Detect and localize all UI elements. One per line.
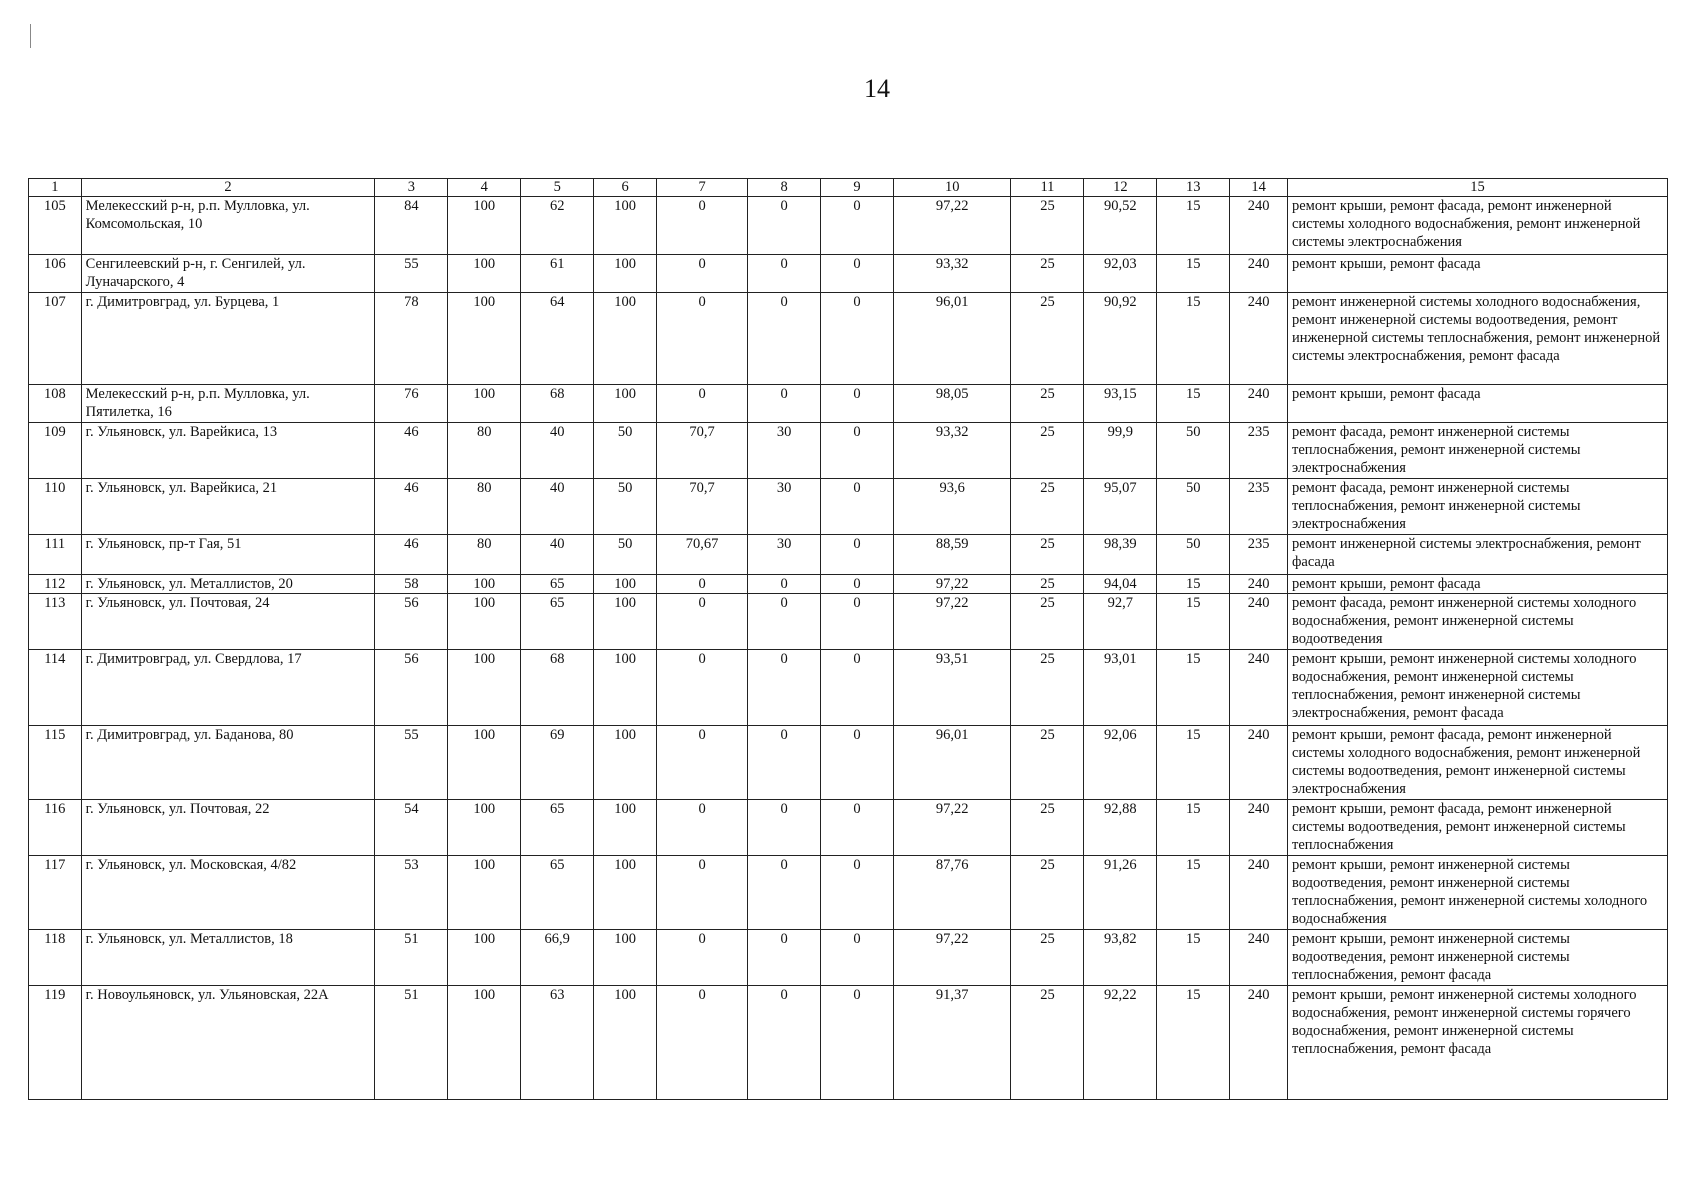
value-cell: 97,22 [893,800,1011,856]
row-number-cell: 113 [29,594,82,650]
address-cell: г. Ульяновск, ул. Металлистов, 20 [81,575,375,594]
value-cell: 0 [656,594,747,650]
value-cell: 240 [1230,800,1288,856]
header-row [29,179,1668,197]
value-cell: 76 [375,385,448,423]
value-cell: 25 [1011,255,1084,293]
value-cell: 40 [521,535,594,575]
value-cell: 100 [594,726,657,800]
address-cell: г. Ульяновск, ул. Московская, 4/82 [81,856,375,930]
column-header: 1 [29,179,82,197]
repair-works-cell: ремонт крыши, ремонт фасада [1287,575,1667,594]
repair-works-cell: ремонт крыши, ремонт фасада, ремонт инженерной системы холодного водоснабжения, ремонт инженерной системы электроснабжения [1287,197,1667,255]
value-cell: 25 [1011,726,1084,800]
value-cell: 92,22 [1084,986,1157,1100]
row-number-cell: 118 [29,930,82,986]
value-cell: 97,22 [893,197,1011,255]
value-cell: 15 [1157,255,1230,293]
value-cell: 15 [1157,385,1230,423]
value-cell: 88,59 [893,535,1011,575]
address-cell: г. Ульяновск, пр-т Гая, 51 [81,535,375,575]
value-cell: 0 [821,197,894,255]
value-cell: 240 [1230,255,1288,293]
value-cell: 0 [656,575,747,594]
column-header: 11 [1011,179,1084,197]
value-cell: 50 [1157,423,1230,479]
value-cell: 65 [521,594,594,650]
value-cell: 100 [594,594,657,650]
value-cell: 25 [1011,535,1084,575]
value-cell: 240 [1230,856,1288,930]
table-row [29,197,1668,255]
address-cell: Мелекесский р-н, р.п. Мулловка, ул. Комсомольская, 10 [81,197,375,255]
value-cell: 0 [656,650,747,726]
value-cell: 91,26 [1084,856,1157,930]
value-cell: 235 [1230,423,1288,479]
value-cell: 93,6 [893,479,1011,535]
value-cell: 55 [375,726,448,800]
value-cell: 240 [1230,986,1288,1100]
value-cell: 30 [748,535,821,575]
address-cell: г. Димитровград, ул. Баданова, 80 [81,726,375,800]
table-row [29,594,1668,650]
table-row [29,726,1668,800]
value-cell: 25 [1011,385,1084,423]
value-cell: 15 [1157,293,1230,385]
value-cell: 92,03 [1084,255,1157,293]
value-cell: 25 [1011,800,1084,856]
value-cell: 0 [656,293,747,385]
value-cell: 0 [748,650,821,726]
value-cell: 30 [748,479,821,535]
address-cell: г. Ульяновск, ул. Варейкиса, 21 [81,479,375,535]
value-cell: 235 [1230,535,1288,575]
value-cell: 100 [448,856,521,930]
repair-works-cell: ремонт фасада, ремонт инженерной системы теплоснабжения, ремонт инженерной системы электроснабжения [1287,479,1667,535]
column-header: 13 [1157,179,1230,197]
column-header: 9 [821,179,894,197]
value-cell: 96,01 [893,726,1011,800]
column-header: 3 [375,179,448,197]
value-cell: 46 [375,479,448,535]
value-cell: 84 [375,197,448,255]
value-cell: 100 [448,197,521,255]
value-cell: 100 [448,930,521,986]
value-cell: 90,52 [1084,197,1157,255]
value-cell: 50 [594,423,657,479]
value-cell: 240 [1230,385,1288,423]
table-row [29,535,1668,575]
value-cell: 100 [448,293,521,385]
value-cell: 100 [448,726,521,800]
value-cell: 100 [448,986,521,1100]
value-cell: 65 [521,575,594,594]
value-cell: 240 [1230,930,1288,986]
value-cell: 70,7 [656,479,747,535]
value-cell: 96,01 [893,293,1011,385]
value-cell: 0 [821,385,894,423]
value-cell: 56 [375,594,448,650]
repair-works-cell: ремонт крыши, ремонт инженерной системы водоотведения, ремонт инженерной системы теплоснабжения, ремонт инженерной системы холодного водоснабжения [1287,856,1667,930]
value-cell: 97,22 [893,594,1011,650]
value-cell: 97,22 [893,575,1011,594]
row-number-cell: 119 [29,986,82,1100]
value-cell: 0 [656,856,747,930]
value-cell: 100 [594,856,657,930]
value-cell: 15 [1157,197,1230,255]
value-cell: 100 [594,293,657,385]
value-cell: 99,9 [1084,423,1157,479]
value-cell: 0 [821,986,894,1100]
value-cell: 92,06 [1084,726,1157,800]
value-cell: 0 [821,856,894,930]
value-cell: 25 [1011,197,1084,255]
row-number-cell: 110 [29,479,82,535]
value-cell: 46 [375,535,448,575]
value-cell: 0 [656,930,747,986]
repair-works-cell: ремонт крыши, ремонт фасада, ремонт инженерной системы водоотведения, ремонт инженерной системы теплоснабжения [1287,800,1667,856]
value-cell: 0 [821,800,894,856]
value-cell: 80 [448,479,521,535]
value-cell: 62 [521,197,594,255]
row-number-cell: 109 [29,423,82,479]
value-cell: 93,32 [893,255,1011,293]
table-row [29,800,1668,856]
value-cell: 90,92 [1084,293,1157,385]
value-cell: 70,7 [656,423,747,479]
value-cell: 91,37 [893,986,1011,1100]
repair-works-cell: ремонт фасада, ремонт инженерной системы теплоснабжения, ремонт инженерной системы электроснабжения [1287,423,1667,479]
value-cell: 95,07 [1084,479,1157,535]
value-cell: 0 [748,575,821,594]
value-cell: 51 [375,986,448,1100]
table-row [29,930,1668,986]
value-cell: 0 [656,800,747,856]
scan-edge-mark [30,24,31,48]
value-cell: 40 [521,479,594,535]
value-cell: 0 [748,726,821,800]
column-header: 6 [594,179,657,197]
value-cell: 92,88 [1084,800,1157,856]
value-cell: 0 [656,255,747,293]
value-cell: 100 [448,575,521,594]
value-cell: 0 [748,594,821,650]
address-cell: г. Ульяновск, ул. Варейкиса, 13 [81,423,375,479]
column-header: 5 [521,179,594,197]
table-row [29,293,1668,385]
value-cell: 92,7 [1084,594,1157,650]
value-cell: 0 [821,423,894,479]
value-cell: 100 [594,930,657,986]
value-cell: 0 [821,575,894,594]
table-row [29,986,1668,1100]
value-cell: 0 [748,856,821,930]
value-cell: 66,9 [521,930,594,986]
value-cell: 240 [1230,594,1288,650]
value-cell: 61 [521,255,594,293]
column-header: 4 [448,179,521,197]
value-cell: 15 [1157,594,1230,650]
address-cell: г. Димитровград, ул. Свердлова, 17 [81,650,375,726]
row-number-cell: 105 [29,197,82,255]
value-cell: 0 [821,594,894,650]
value-cell: 100 [594,385,657,423]
column-header: 15 [1287,179,1667,197]
value-cell: 68 [521,650,594,726]
value-cell: 0 [656,197,747,255]
address-cell: Сенгилеевский р-н, г. Сенгилей, ул. Луначарского, 4 [81,255,375,293]
value-cell: 100 [594,255,657,293]
value-cell: 68 [521,385,594,423]
value-cell: 235 [1230,479,1288,535]
value-cell: 100 [448,385,521,423]
value-cell: 0 [748,986,821,1100]
column-header: 7 [656,179,747,197]
value-cell: 240 [1230,575,1288,594]
repair-works-cell: ремонт инженерной системы электроснабжения, ремонт фасада [1287,535,1667,575]
value-cell: 0 [821,479,894,535]
value-cell: 0 [821,930,894,986]
repair-works-cell: ремонт крыши, ремонт инженерной системы водоотведения, ремонт инженерной системы теплоснабжения, ремонт фасада [1287,930,1667,986]
value-cell: 100 [594,575,657,594]
address-cell: г. Димитровград, ул. Бурцева, 1 [81,293,375,385]
value-cell: 0 [821,535,894,575]
value-cell: 0 [748,930,821,986]
repair-works-cell: ремонт крыши, ремонт фасада, ремонт инженерной системы холодного водоснабжения, ремонт инженерной системы водоотведения, ремонт инженерной системы электроснабжения [1287,726,1667,800]
value-cell: 15 [1157,930,1230,986]
buildings-table [28,178,1668,1100]
value-cell: 25 [1011,650,1084,726]
value-cell: 93,15 [1084,385,1157,423]
value-cell: 94,04 [1084,575,1157,594]
value-cell: 15 [1157,986,1230,1100]
value-cell: 93,82 [1084,930,1157,986]
value-cell: 25 [1011,479,1084,535]
value-cell: 65 [521,856,594,930]
row-number-cell: 112 [29,575,82,594]
table-row [29,385,1668,423]
value-cell: 53 [375,856,448,930]
value-cell: 54 [375,800,448,856]
row-number-cell: 107 [29,293,82,385]
value-cell: 25 [1011,594,1084,650]
value-cell: 240 [1230,726,1288,800]
address-cell: г. Ульяновск, ул. Металлистов, 18 [81,930,375,986]
value-cell: 50 [1157,535,1230,575]
column-header: 12 [1084,179,1157,197]
value-cell: 58 [375,575,448,594]
value-cell: 93,01 [1084,650,1157,726]
value-cell: 80 [448,423,521,479]
repair-works-cell: ремонт крыши, ремонт инженерной системы холодного водоснабжения, ремонт инженерной системы горячего водоснабжения, ремонт инженерной системы теплоснабжения, ремонт фасада [1287,986,1667,1100]
table-row [29,575,1668,594]
value-cell: 100 [448,650,521,726]
page-number: 14 [864,74,890,103]
repair-works-cell: ремонт крыши, ремонт фасада [1287,385,1667,423]
value-cell: 25 [1011,423,1084,479]
row-number-cell: 115 [29,726,82,800]
value-cell: 100 [594,800,657,856]
value-cell: 25 [1011,856,1084,930]
address-cell: г. Ульяновск, ул. Почтовая, 24 [81,594,375,650]
value-cell: 15 [1157,726,1230,800]
column-header: 8 [748,179,821,197]
value-cell: 15 [1157,856,1230,930]
value-cell: 100 [594,197,657,255]
table-row [29,423,1668,479]
value-cell: 70,67 [656,535,747,575]
value-cell: 240 [1230,197,1288,255]
table-row [29,856,1668,930]
value-cell: 100 [448,800,521,856]
value-cell: 100 [448,594,521,650]
value-cell: 0 [748,293,821,385]
value-cell: 87,76 [893,856,1011,930]
column-header: 2 [81,179,375,197]
value-cell: 100 [448,255,521,293]
value-cell: 98,05 [893,385,1011,423]
value-cell: 0 [748,197,821,255]
column-header: 14 [1230,179,1288,197]
value-cell: 63 [521,986,594,1100]
value-cell: 240 [1230,650,1288,726]
address-cell: г. Новоульяновск, ул. Ульяновская, 22А [81,986,375,1100]
value-cell: 78 [375,293,448,385]
value-cell: 100 [594,986,657,1100]
value-cell: 0 [748,800,821,856]
repair-works-cell: ремонт крыши, ремонт инженерной системы холодного водоснабжения, ремонт инженерной системы теплоснабжения, ремонт инженерной системы электроснабжения, ремонт фасада [1287,650,1667,726]
row-number-cell: 106 [29,255,82,293]
value-cell: 51 [375,930,448,986]
repair-works-cell: ремонт крыши, ремонт фасада [1287,255,1667,293]
value-cell: 50 [594,479,657,535]
value-cell: 0 [656,385,747,423]
value-cell: 93,32 [893,423,1011,479]
row-number-cell: 108 [29,385,82,423]
value-cell: 30 [748,423,821,479]
value-cell: 0 [821,726,894,800]
value-cell: 98,39 [1084,535,1157,575]
value-cell: 100 [594,650,657,726]
value-cell: 0 [821,293,894,385]
value-cell: 0 [748,385,821,423]
repair-works-cell: ремонт фасада, ремонт инженерной системы холодного водоснабжения, ремонт инженерной системы водоотведения [1287,594,1667,650]
value-cell: 0 [821,255,894,293]
value-cell: 0 [821,650,894,726]
value-cell: 69 [521,726,594,800]
value-cell: 93,51 [893,650,1011,726]
repair-works-cell: ремонт инженерной системы холодного водоснабжения, ремонт инженерной системы водоотведения, ремонт инженерной системы теплоснабжения, ремонт инженерной системы электроснабжения, ремонт фасада [1287,293,1667,385]
value-cell: 25 [1011,930,1084,986]
row-number-cell: 114 [29,650,82,726]
value-cell: 50 [1157,479,1230,535]
value-cell: 15 [1157,650,1230,726]
value-cell: 0 [748,255,821,293]
value-cell: 80 [448,535,521,575]
value-cell: 46 [375,423,448,479]
value-cell: 65 [521,800,594,856]
column-header: 10 [893,179,1011,197]
table-row [29,479,1668,535]
row-number-cell: 111 [29,535,82,575]
row-number-cell: 116 [29,800,82,856]
value-cell: 97,22 [893,930,1011,986]
value-cell: 25 [1011,986,1084,1100]
table-body [29,197,1668,1100]
address-cell: г. Ульяновск, ул. Почтовая, 22 [81,800,375,856]
value-cell: 40 [521,423,594,479]
value-cell: 0 [656,726,747,800]
value-cell: 55 [375,255,448,293]
value-cell: 15 [1157,800,1230,856]
address-cell: Мелекесский р-н, р.п. Мулловка, ул. Пятилетка, 16 [81,385,375,423]
value-cell: 56 [375,650,448,726]
value-cell: 240 [1230,293,1288,385]
value-cell: 25 [1011,293,1084,385]
value-cell: 64 [521,293,594,385]
table-row [29,650,1668,726]
table-row [29,255,1668,293]
value-cell: 50 [594,535,657,575]
row-number-cell: 117 [29,856,82,930]
value-cell: 15 [1157,575,1230,594]
value-cell: 25 [1011,575,1084,594]
value-cell: 0 [656,986,747,1100]
